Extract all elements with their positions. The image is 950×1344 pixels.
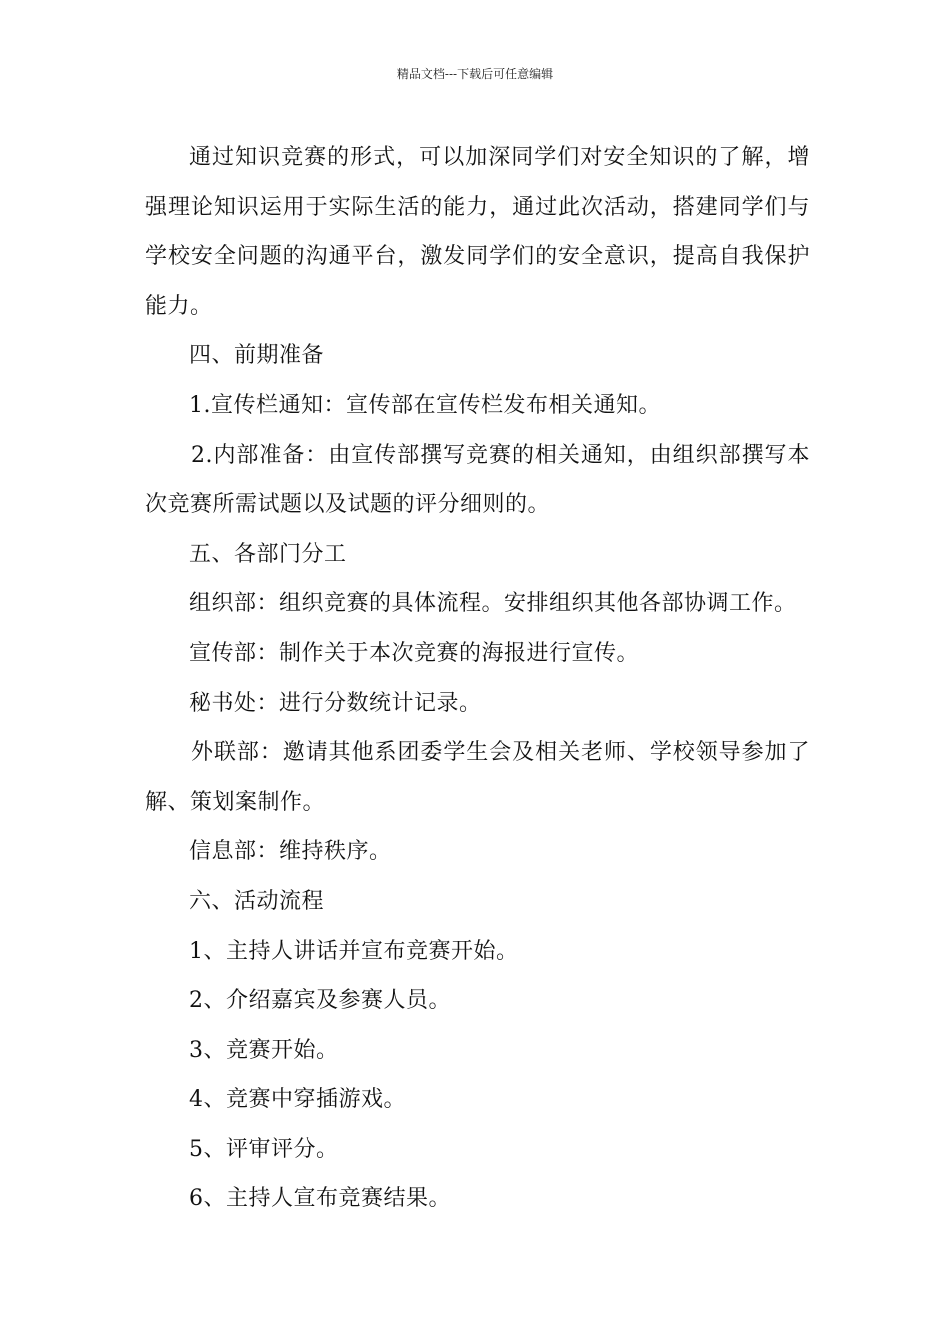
list-item-internal-prep: 2.内部准备：由宣传部撰写竞赛的相关通知，由组织部撰写本次竞赛所需试题以及试题的评分细则的。 — [145, 442, 810, 518]
list-item-bulletin: 1.宣传栏通知：宣传部在宣传栏发布相关通知。 — [189, 392, 661, 418]
list-item-step-3: 3、竞赛开始。 — [189, 1037, 339, 1063]
section-heading-process: 六、活动流程 — [189, 888, 325, 914]
paragraph-secretariat: 秘书处：进行分数统计记录。 — [189, 690, 482, 716]
paragraph-intro: 通过知识竞赛的形式，可以加深同学们对安全知识的了解，增强理论知识运用于实际生活的能力，通过此次活动，搭建同学们与学校安全问题的沟通平台，激发同学们的安全意识，提高自我保护能力。 — [145, 145, 810, 319]
section-heading-preparation: 四、前期准备 — [189, 343, 325, 369]
list-item-step-5: 5、评审评分。 — [189, 1136, 339, 1162]
list-item-step-6: 6、主持人宣布竞赛结果。 — [189, 1186, 451, 1212]
paragraph-publicity-dept: 宣传部：制作关于本次竞赛的海报进行宣传。 — [189, 640, 640, 666]
list-item-step-1: 1、主持人讲话并宣布竞赛开始。 — [189, 938, 519, 964]
paragraph-info-dept: 信息部：维持秩序。 — [189, 839, 392, 865]
list-item-step-2: 2、介绍嘉宾及参赛人员。 — [189, 988, 451, 1014]
list-item-step-4: 4、竞赛中穿插游戏。 — [189, 1087, 406, 1113]
paragraph-organization-dept: 组织部：组织竞赛的具体流程。安排组织其他各部协调工作。 — [189, 591, 797, 617]
paragraph-liaison-dept: 外联部：邀请其他系团委学生会及相关老师、学校领导参加了解、策划案制作。 — [145, 740, 810, 815]
document-body — [145, 133, 810, 1224]
page-header: 精品文档---下载后可任意编辑 — [396, 67, 554, 81]
section-heading-division: 五、各部门分工 — [189, 541, 347, 567]
